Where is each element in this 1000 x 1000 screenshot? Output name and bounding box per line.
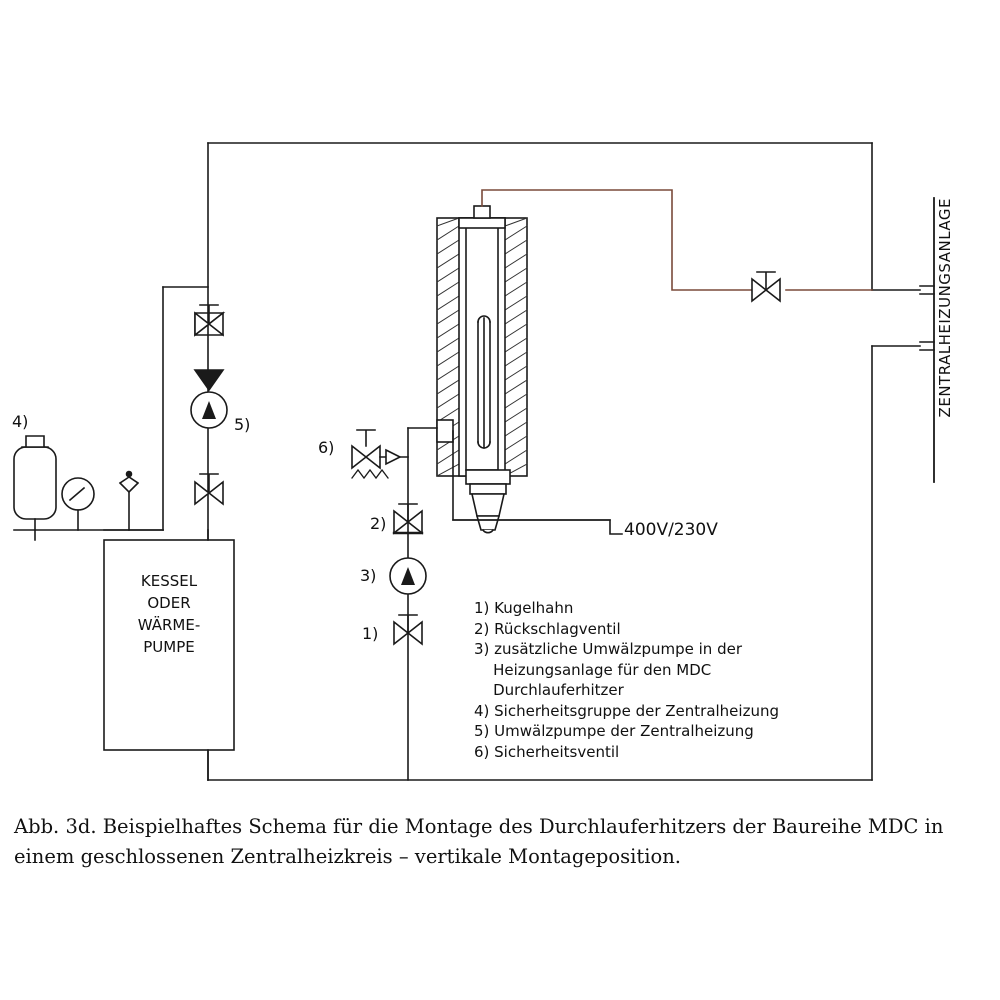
valve-ball-top-right	[752, 272, 780, 301]
boiler-label-line-2: ODER	[147, 594, 191, 612]
central-bus-tick-bottom	[920, 342, 934, 350]
safety-valve-6	[352, 430, 408, 478]
legend-item: Durchlauferhitzer	[474, 681, 624, 699]
legend-item: 1) Kugelhahn	[474, 599, 574, 617]
valve-ball-lower-left	[195, 474, 223, 504]
air-vent	[120, 472, 138, 531]
callout-6: 6)	[318, 438, 335, 457]
boiler-label-line-4: PUMPE	[143, 638, 195, 656]
callout-3: 3)	[360, 566, 377, 585]
legend-item: Heizungsanlage für den MDC	[474, 660, 712, 679]
expansion-vessel-4	[14, 436, 56, 530]
caption-line-2: einem geschlossenen Zentralheizkreis – vertikale Montageposition.	[14, 845, 681, 868]
boiler-label	[104, 570, 234, 658]
legend	[474, 598, 779, 762]
caption-line-1: Abb. 3d. Beispielhaftes Schema für die Montage des Durchlauferhitzers der Baureihe MDC in	[14, 815, 944, 838]
callout-2: 2)	[370, 514, 387, 533]
legend-item: 2) Rückschlagventil	[474, 619, 621, 638]
boiler-label-line-3: WÄRME-	[137, 616, 201, 634]
boiler-label-line-1: KESSEL	[140, 572, 198, 590]
legend-item: 5) Umwälzpumpe der Zentralheizung	[474, 722, 754, 740]
callout-1: 1)	[362, 624, 379, 643]
manometer-gauge	[62, 478, 94, 530]
power-line-tail	[610, 520, 620, 534]
voltage-label: 400V/230V	[624, 520, 718, 540]
legend-item: 3) zusätzliche Umwälzpumpe in der	[474, 640, 743, 658]
pump-5	[191, 370, 227, 428]
legend-item: 6) Sicherheitsventil	[474, 742, 620, 761]
figure-caption	[14, 812, 986, 872]
flow-heater-unit	[437, 206, 527, 533]
central-heating-label: ZENTRALHEIZUNGSANLAGE	[936, 198, 954, 418]
central-bus-tick-top	[920, 286, 934, 294]
legend-item: 4) Sicherheitsgruppe der Zentralheizung	[474, 701, 779, 720]
callout-5: 5)	[234, 415, 251, 434]
callout-4: 4)	[12, 412, 29, 431]
pump-3	[390, 558, 426, 594]
valve-ball-upper-left	[195, 305, 223, 335]
